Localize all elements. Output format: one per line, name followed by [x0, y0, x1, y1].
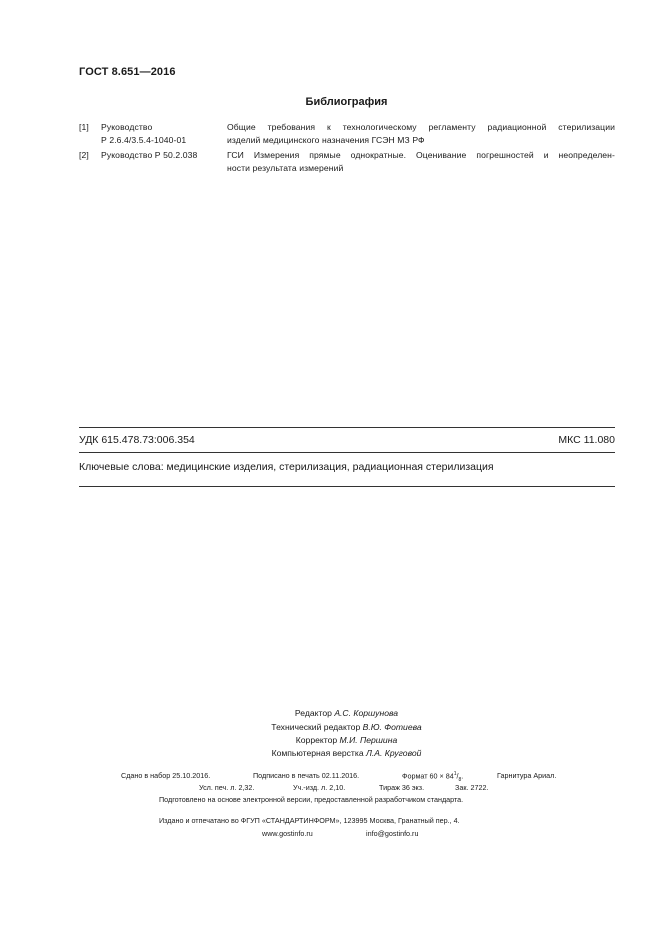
imprint-order: Зак. 2722.	[455, 783, 489, 792]
imprint-website[interactable]: www.gostinfo.ru	[262, 829, 313, 838]
mks-code: МКС 11.080	[558, 434, 615, 446]
credit-name: А.С. Коршунова	[334, 708, 399, 718]
ref-description-cont: ности результата измерений	[227, 163, 344, 173]
imprint-typeface: Гарнитура Ариал.	[497, 771, 557, 780]
divider-bottom	[79, 486, 615, 487]
imprint-edit-sheets: Уч.-изд. л. 2,10.	[293, 783, 346, 792]
credit-label: Редактор	[294, 708, 332, 718]
ref-description: Общие требования к технологическому регламенту радиационной стерилизации	[227, 122, 615, 132]
ref-source-code: Р 2.6.4/3.5.4-1040-01	[101, 135, 187, 145]
credit-name: В.Ю. Фотиева	[362, 722, 422, 732]
credit-corrector	[0, 734, 661, 747]
format-suffix: .	[461, 771, 464, 781]
ref-description-cont: изделий медицинского назначения ГСЭН МЗ РФ	[227, 135, 425, 145]
credit-tech-editor	[0, 721, 661, 734]
credit-label: Корректор	[295, 735, 338, 745]
imprint-signed: Подписано в печать 02.11.2016.	[253, 771, 360, 780]
bibliography-title: Библиография	[305, 96, 388, 108]
imprint-publisher: Издано и отпечатано во ФГУП «СТАНДАРТИНФОРМ», 123995 Москва, Гранатный пер., 4.	[159, 816, 460, 825]
credit-name: Л.А. Круговой	[366, 748, 422, 758]
credit-name: М.И. Першина	[339, 735, 398, 745]
keywords: Ключевые слова: медицинские изделия, стерилизация, радиационная стерилизация	[79, 461, 494, 473]
format-value: Формат 60 × 84	[402, 771, 454, 781]
credit-label: Технический редактор	[271, 722, 361, 732]
document-id: ГОСТ 8.651—2016	[79, 66, 176, 78]
credit-editor	[0, 707, 661, 720]
credit-label: Компьютерная верстка	[271, 748, 364, 758]
imprint-email[interactable]: info@gostinfo.ru	[366, 829, 419, 838]
imprint-submitted: Сдано в набор 25.10.2016.	[121, 771, 211, 780]
divider-top	[79, 427, 615, 428]
ref-number: [2]	[79, 150, 89, 160]
format-sup: 1	[453, 771, 457, 777]
udk-code: УДК 615.478.73:006.354	[79, 434, 195, 446]
credit-layout	[0, 747, 661, 760]
imprint-circulation: Тираж 36 экз.	[379, 783, 425, 792]
format-sub: 8	[458, 776, 462, 783]
ref-source: Руководство	[101, 122, 153, 132]
ref-description: ГСИ Измерения прямые однократные. Оценивание погрешностей и неопределен-	[227, 150, 615, 160]
ref-source: Руководство Р 50.2.038	[101, 150, 198, 160]
imprint-format: Формат $60 \times 84^1/_8$.	[402, 771, 464, 783]
divider-middle	[79, 452, 615, 453]
imprint-print-sheets: Усл. печ. л. 2,32.	[199, 783, 255, 792]
ref-number: [1]	[79, 122, 89, 132]
imprint-prepared-note: Подготовлено на основе электронной версии, предоставленной разработчиком стандарта.	[159, 795, 464, 804]
